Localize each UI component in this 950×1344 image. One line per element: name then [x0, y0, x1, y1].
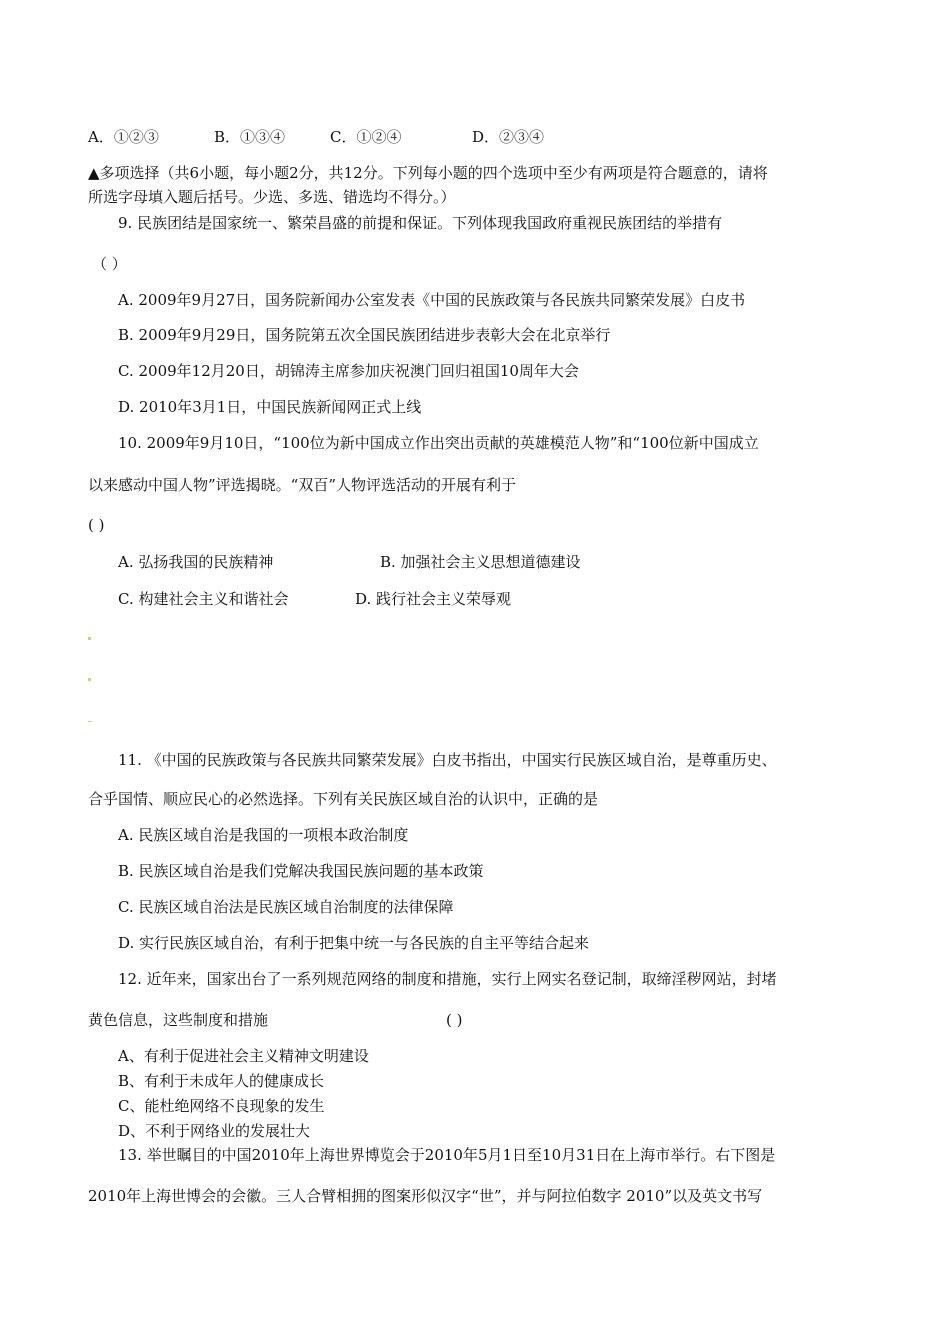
q8-options — [88, 127, 544, 147]
q11-option-d: D. 实行民族区域自治，有利于把集中统一与各民族的自主平等结合起来 — [118, 934, 590, 952]
q12-option-d: D、不利于网络业的发展壮大 — [118, 1122, 311, 1140]
q10-option-b: B. 加强社会主义思想道德建设 — [380, 553, 581, 571]
q13-stem-line1: 13. 举世瞩目的中国2010年上海世界博览会于2010年5月1日至10月31日在上海市举行。右下图是 — [118, 1146, 776, 1164]
section-instructions-line1: ▲多项选择（共6小题，每小题2分，共12分。下列每小题的四个选项中至少有两项是符合题意的，请将 — [88, 164, 768, 182]
q9-answer-bracket: （ ） — [92, 255, 127, 273]
q9-option-a: A. 2009年9月27日，国务院新闻办公室发表《中国的民族政策与各民族共同繁荣发展》白皮书 — [118, 291, 746, 309]
q9-option-d: D. 2010年3月1日，中国民族新闻网正式上线 — [118, 398, 422, 416]
q10-stem-line1: 10. 2009年9月10日，“100位为新中国成立作出突出贡献的英雄模范人物”和“100位新中国成立 — [118, 434, 759, 452]
q8-option-a: A．①②③ — [88, 128, 159, 146]
q10-stem-line2: 以来感动中国人物”评选揭晓。“双百”人物评选活动的开展有利于 — [88, 476, 517, 494]
q9-option-b: B. 2009年9月29日，国务院第五次全国民族团结进步表彰大会在北京举行 — [118, 326, 611, 344]
q10-answer-bracket: ( ) — [88, 516, 105, 534]
q12-option-a: A、有利于促进社会主义精神文明建设 — [118, 1047, 369, 1065]
q10-option-a: A. 弘扬我国的民族精神 — [118, 553, 274, 571]
stray-mark — [88, 637, 91, 640]
q9-option-c: C. 2009年12月20日，胡锦涛主席参加庆祝澳门回归祖国10周年大会 — [118, 362, 579, 380]
stray-mark — [88, 678, 91, 681]
q10-option-d: D. 践行社会主义荣辱观 — [355, 590, 512, 608]
q8-option-c: C．①②④ — [330, 128, 402, 146]
section-instructions-line2: 所选字母填入题后括号。少选、多选、错选均不得分。） — [88, 188, 456, 206]
q11-option-b: B. 民族区域自治是我们党解决我国民族问题的基本政策 — [118, 862, 484, 880]
q11-stem-line1: 11. 《中国的民族政策与各民族共同繁荣发展》白皮书指出，中国实行民族区域自治，是尊重历史、 — [118, 751, 777, 769]
q11-option-c: C. 民族区域自治法是民族区域自治制度的法律保障 — [118, 898, 454, 916]
q9-stem: 9. 民族团结是国家统一、繁荣昌盛的前提和保证。下列体现我国政府重视民族团结的举措有 — [118, 214, 723, 232]
q11-option-a: A. 民族区域自治是我国的一项根本政治制度 — [118, 826, 409, 844]
q12-answer-bracket: ( ) — [446, 1011, 463, 1029]
q13-stem-line2: 2010年上海世博会的会徽。三人合臂相拥的图案形似汉字“世”，并与阿拉伯数字 2010”以及英文书写 — [88, 1187, 763, 1205]
q12-stem-line2: 黄色信息，这些制度和措施 — [88, 1011, 269, 1029]
q10-option-c: C. 构建社会主义和谐社会 — [118, 590, 289, 608]
q12-option-b: B、有利于未成年人的健康成长 — [118, 1072, 325, 1090]
stray-mark — [88, 721, 92, 722]
q11-stem-line2: 合乎国情、顺应民心的必然选择。下列有关民族区域自治的认识中，正确的是 — [88, 790, 599, 808]
q12-stem-line1: 12. 近年来，国家出台了一系列规范网络的制度和措施，实行上网实名登记制，取缔淫秽网站，封堵 — [118, 970, 777, 988]
q8-option-d: D．②③④ — [472, 128, 545, 146]
q8-option-b: B．①③④ — [214, 128, 286, 146]
q12-option-c: C、能杜绝网络不良现象的发生 — [118, 1097, 325, 1115]
